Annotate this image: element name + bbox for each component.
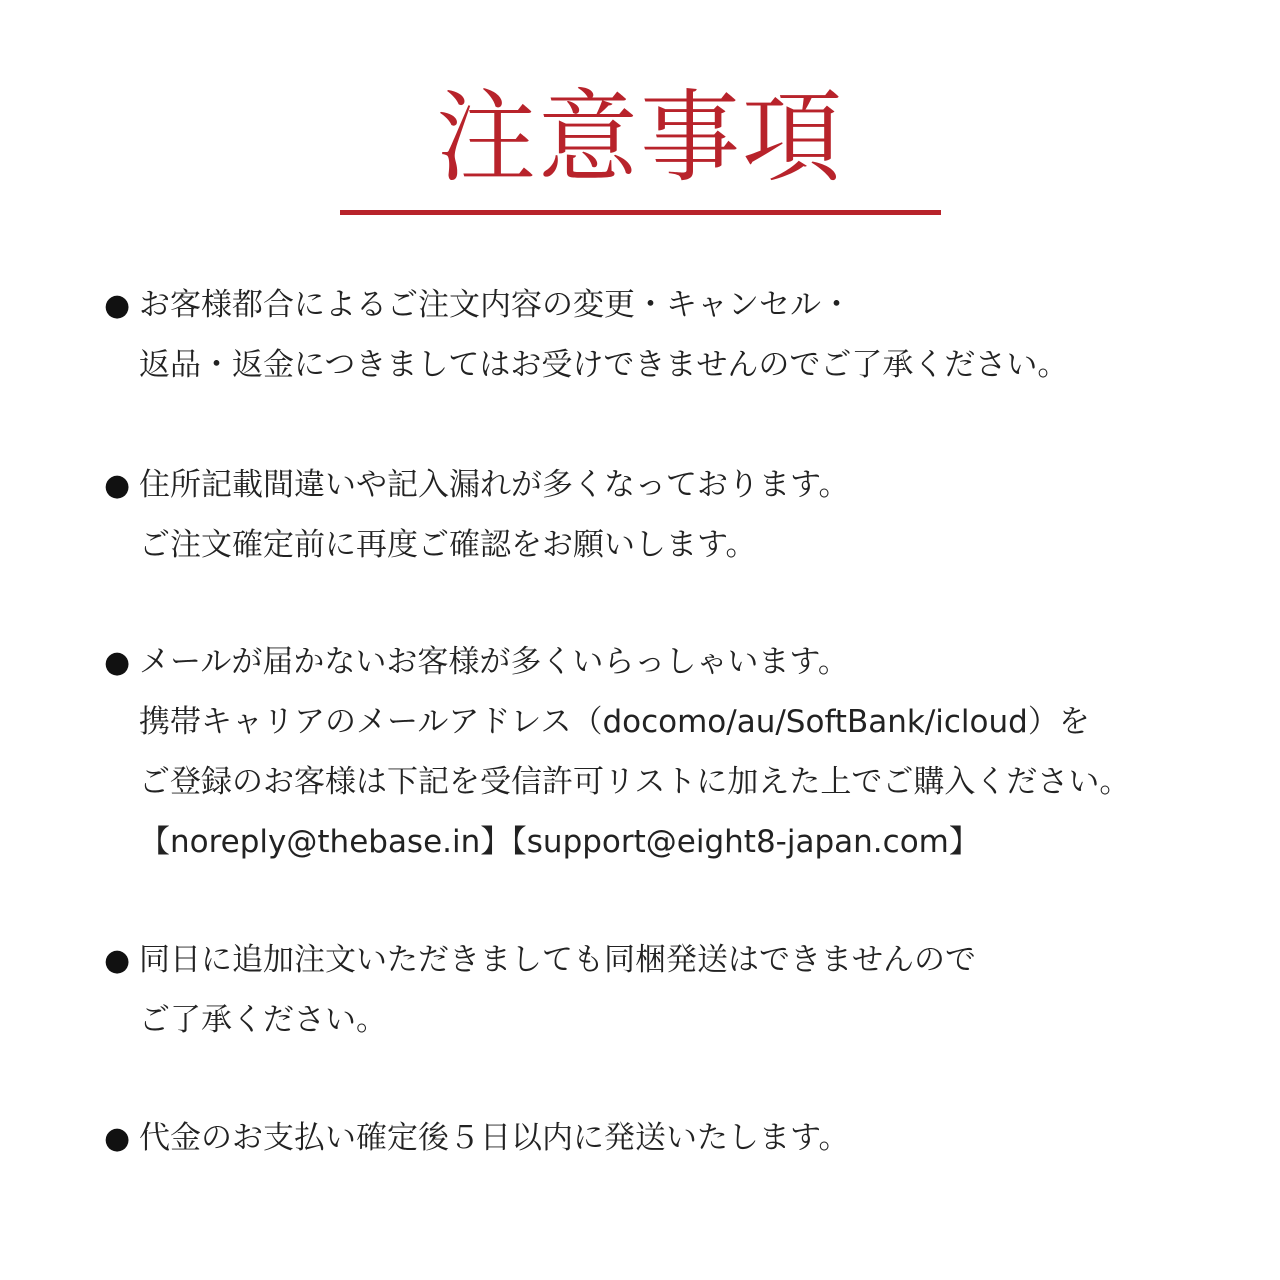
notice-item [104, 275, 1254, 395]
title-underline [340, 210, 941, 215]
notice-text: 同日に追加注文いただきましても同梱発送はできませんので [139, 942, 976, 978]
notice-text: 住所記載間違いや記入漏れが多くなっております。 [139, 467, 850, 503]
notice-item [104, 1108, 1254, 1168]
notice-line [104, 930, 1254, 990]
notice-text: お客様都合によるご注文内容の変更・キャンセル・ [139, 287, 852, 323]
email-addresses: 【noreply@thebase.in】【support@eight8-japan.com】 [139, 824, 980, 860]
notice-text: 携帯キャリアのメールアドレス（docomo/au/SoftBank/icloud）を [139, 704, 1090, 740]
notice-item [104, 632, 1254, 872]
notice-text: 返品・返金につきましてはお受けできませんのでご了承ください。 [139, 347, 1069, 383]
bullet-icon: ● [104, 645, 131, 680]
bullet-icon: ● [104, 1121, 131, 1156]
notice-item [104, 930, 1254, 1050]
notice-text: ご注文確定前に再度ご確認をお願いします。 [139, 527, 757, 563]
bullet-icon: ● [104, 468, 131, 503]
bullet-icon: ● [104, 943, 131, 978]
notice-line [104, 632, 1254, 692]
notice-text: ご登録のお客様は下記を受信許可リストに加えた上でご購入ください。 [139, 764, 1131, 800]
bullet-icon: ● [104, 288, 131, 323]
notice-line [104, 455, 1254, 515]
page-title: 注意事項 [436, 79, 844, 196]
notice-line [104, 1108, 1254, 1168]
notice-item [104, 455, 1254, 575]
notice-text: 代金のお支払い確定後５日以内に発送いたします。 [139, 1120, 850, 1156]
notice-text: ご了承ください。 [139, 1002, 387, 1038]
notice-line [104, 275, 1254, 335]
notice-text: メールが届かないお客様が多くいらっしゃいます。 [139, 644, 849, 680]
